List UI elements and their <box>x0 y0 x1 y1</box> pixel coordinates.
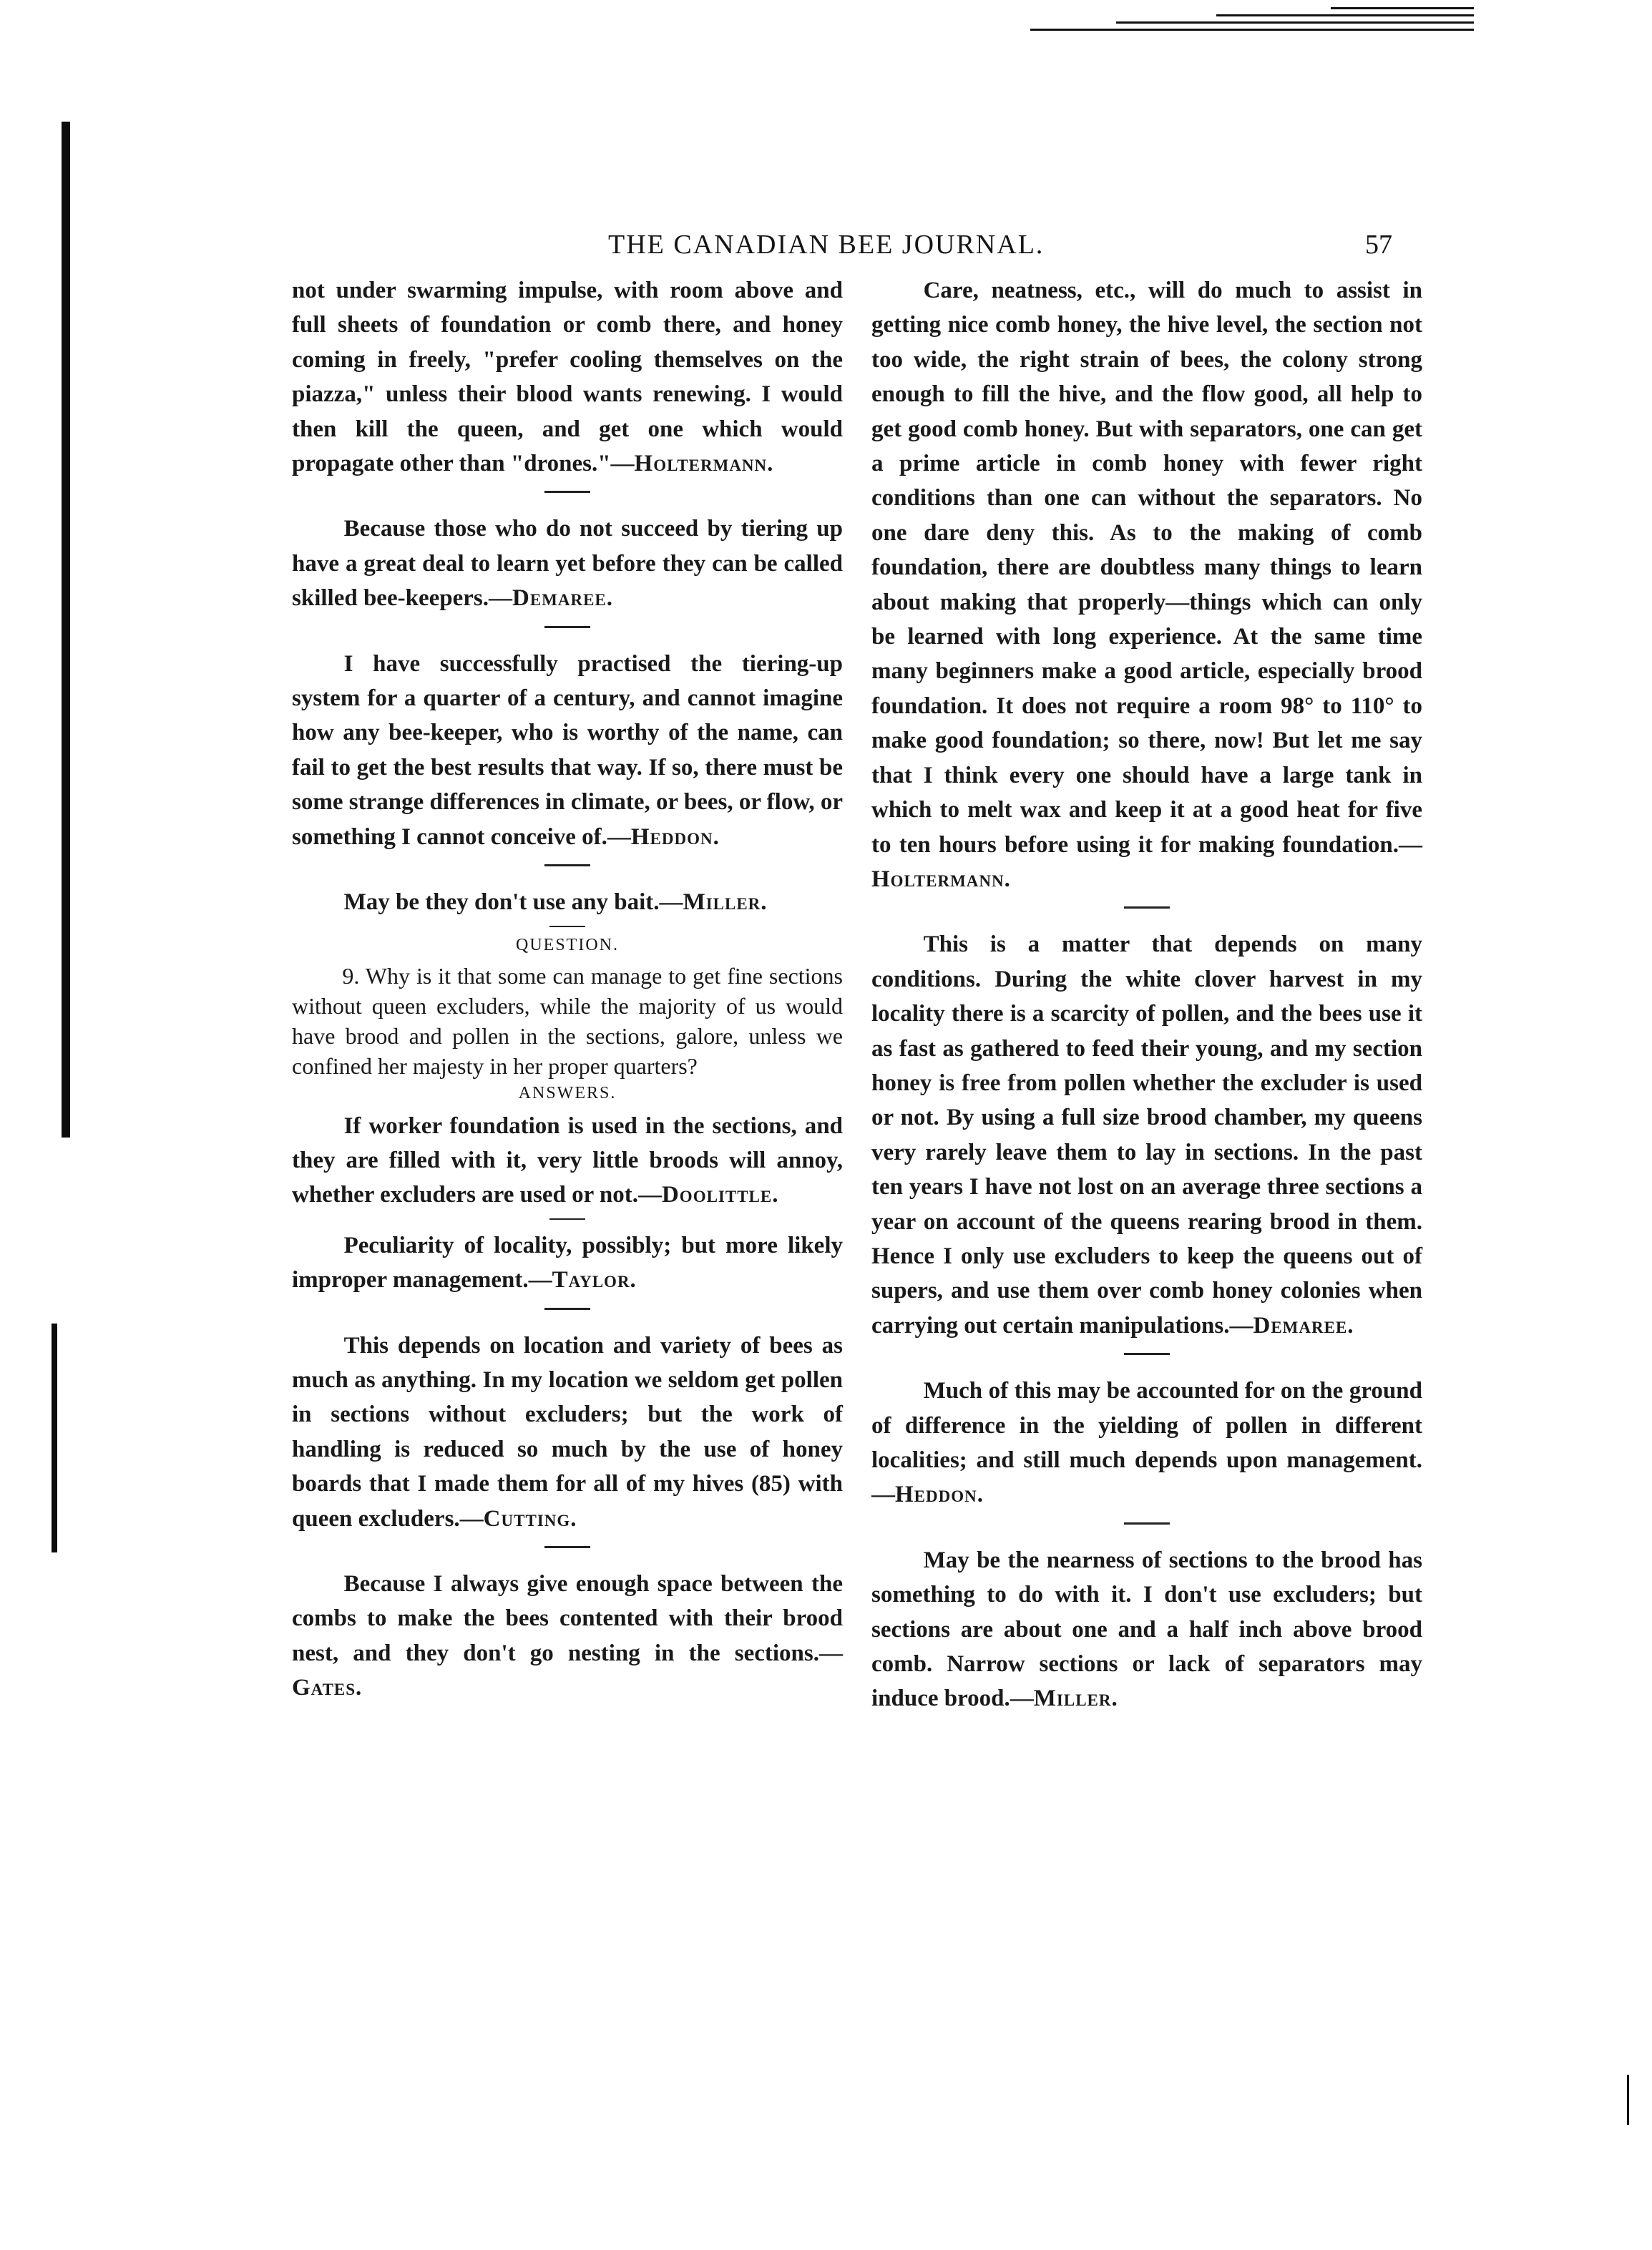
page-header-title: THE CANADIAN BEE JOURNAL. <box>608 230 1045 260</box>
top-rule <box>1116 21 1474 24</box>
answers-heading: ANSWERS. <box>518 1083 617 1102</box>
binding-edge <box>1627 2075 1629 2125</box>
paragraph: This depends on location and variety of bees as much as anything. In my location we seldom get pollen in sections without excluders; but the work of handling is reduced so much by the use of honey boards that I made them for all of my hives (85) with queen excluders.—Cutting. <box>292 1332 843 1532</box>
top-rule <box>1216 14 1474 16</box>
top-rule <box>1331 7 1474 9</box>
top-rule <box>1030 29 1474 31</box>
paragraph: I have successfully practised the tiering-up system for a quarter of a century, and cannot imagine how any bee-keeper, who is worthy of the name, can fail to get the best results that way. If so, there must be some strange differences in climate, or bees, or flow, or something I cannot conceive of.—Heddon. <box>292 650 843 850</box>
signature: Miller. <box>683 889 768 916</box>
binding-edge <box>52 1324 57 1552</box>
divider <box>544 864 590 866</box>
divider <box>544 1308 590 1310</box>
divider <box>1124 906 1170 909</box>
divider <box>549 1218 585 1220</box>
divider <box>544 626 590 628</box>
paragraph: Because those who do not succeed by tiering up have a great deal to learn yet before they can be called skilled bee-keepers.—Demaree. <box>292 516 843 612</box>
divider <box>544 491 590 493</box>
binding-edge <box>62 122 70 1138</box>
signature: Cutting. <box>483 1505 577 1532</box>
question-heading: QUESTION. <box>516 935 619 954</box>
signature: Gates. <box>292 1675 363 1701</box>
divider <box>544 1546 590 1548</box>
signature: Miller. <box>1033 1686 1118 1712</box>
paragraph: Much of this may be accounted for on the ground of difference in the yielding of pollen in different localities; and still much depends upon management.—Heddon. <box>871 1378 1422 1508</box>
signature: Heddon. <box>630 823 720 850</box>
divider <box>1124 1522 1170 1525</box>
paragraph: Because I always give enough space between the combs to make the bees contented with their brood nest, and they don't go nesting in the sections.—Gates. <box>292 1570 843 1701</box>
paragraph: This is a matter that depends on many conditions. During the white clover harvest in my locality there is a scarcity of pollen, and the bees use it as fast as gathered to feed their young, and my section honey is free from pollen whether the excluder is used or not. By using a full size brood chamber, my queens very rarely leave them to lay in sections. In the past ten years I have not lost on an average three sections a year on account of the queens rearing brood in them. Hence I only use excluders to keep the queens out of supers, and use them over comb honey colonies when carrying out certain manipulations.—Demaree. <box>871 931 1422 1339</box>
paragraph: Peculiarity of locality, possibly; but more likely improper management.—Taylor. <box>292 1232 843 1293</box>
signature: Taylor. <box>552 1267 637 1293</box>
page-number: 57 <box>1365 230 1392 260</box>
paragraph: Care, neatness, etc., will do much to assist in getting nice comb honey, the hive level, the section not too wide, the right strain of bees, the colony strong enough to fill the hive, and the flow good, all help to get good comb honey. But with separators, one can get a prime article in comb honey with fewer right conditions than one can without the separators. No one dare deny this. As to the making of comb foundation, there are doubtless many things to learn about making that properly—things which can only be learned with long experience. At the same time many beginners make a good article, especially brood foundation. It does not require a room 98° to 110° to make good foundation; so there, now! But let me say that I think every one should have a large tank in which to melt wax and keep it at a good heat for five to ten hours before using it for making foundation.—Holtermann. <box>871 278 1422 892</box>
left-column <box>292 273 843 1706</box>
paragraph: If worker foundation is used in the sections, and they are filled with it, very little broods will annoy, whether excluders are used or not.—Doolittle. <box>292 1112 843 1208</box>
paragraph: May be the nearness of sections to the brood has something to do with it. I don't use excluders; but sections are about one and a half inch above brood comb. Narrow sections or lack of separators may induce brood.—Miller. <box>871 1547 1422 1712</box>
right-column <box>871 273 1422 1716</box>
signature: Holtermann. <box>634 451 774 477</box>
signature: Demaree. <box>1253 1312 1354 1339</box>
divider <box>549 926 585 927</box>
signature: Heddon. <box>895 1482 984 1508</box>
paragraph: not under swarming impulse, with room above and full sheets of foundation or comb there, and honey coming in freely, "prefer cooling themselves on the piazza," unless their blood wants renewing. I would then kill the queen, and get one which would propagate other than "drones."—Holtermann. <box>292 278 843 477</box>
signature: Demaree. <box>512 585 614 612</box>
signature: Doolittle. <box>661 1182 779 1208</box>
question-text: 9. Why is it that some can manage to get fine sections without queen excluders, while the majority of us would have brood and pollen in the sections, galore, unless we confined her majesty in her proper quarters? <box>292 962 843 1079</box>
paragraph: May be they don't use any bait.—Miller. <box>343 889 768 916</box>
signature: Holtermann. <box>871 866 1011 892</box>
divider <box>1124 1353 1170 1355</box>
